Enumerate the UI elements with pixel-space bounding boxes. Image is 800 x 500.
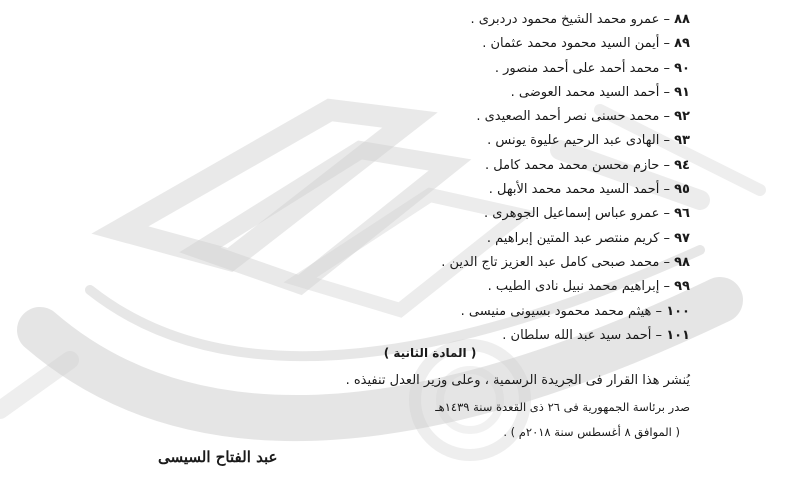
names-list <box>441 8 690 348</box>
item-dash: – <box>655 327 663 343</box>
item-name: إبراهيم محمد نبيل نادى الطيب . <box>487 279 660 295</box>
list-item <box>441 227 690 251</box>
item-dash: – <box>663 12 670 27</box>
item-name: محمد أحمد على أحمد منصور . <box>494 60 660 76</box>
publication-paragraph: يُنشر هذا القرار فى الجريدة الرسمية ، وعلى وزير العدل تنفيذه . <box>345 373 690 388</box>
item-number: ١٠١ <box>666 327 690 343</box>
item-dash: – <box>663 157 670 173</box>
list-item <box>441 202 690 226</box>
list-item <box>441 8 690 32</box>
item-number: ٩٧ <box>674 230 690 246</box>
list-item <box>441 81 690 105</box>
list-item <box>441 57 690 81</box>
list-item <box>441 251 690 275</box>
item-dash: – <box>655 303 663 319</box>
list-item <box>441 32 690 56</box>
item-number: ٩٣ <box>674 133 690 149</box>
item-dash: – <box>663 36 670 52</box>
item-number: ٩٤ <box>674 157 690 173</box>
list-item <box>441 300 690 324</box>
list-item <box>441 178 690 202</box>
list-item <box>441 129 690 153</box>
item-name: حازم محسن محمد محمد كامل . <box>485 157 660 173</box>
list-item <box>441 105 690 129</box>
item-number: ٩٠ <box>674 60 690 76</box>
item-dash: – <box>663 254 670 270</box>
item-name: أيمن السيد محمود محمد عثمان . <box>482 36 660 52</box>
item-dash: – <box>663 230 670 246</box>
item-name: عمرو محمد الشيخ محمود دردبرى . <box>470 12 660 27</box>
item-number: ١٠٠ <box>666 303 690 319</box>
item-name: أحمد سيد عبد الله سلطان . <box>502 327 652 343</box>
item-dash: – <box>663 84 670 100</box>
item-dash: – <box>663 133 670 149</box>
article-heading: ( المادة الثانية ) <box>383 346 477 360</box>
item-dash: – <box>663 206 670 222</box>
item-number: ٩٦ <box>674 206 690 222</box>
item-dash: – <box>663 109 670 125</box>
item-name: الهادى عبد الرحيم عليوة يونس . <box>487 133 660 149</box>
list-item <box>441 324 690 348</box>
item-name: أحمد السيد محمد محمد الأبهل . <box>488 182 660 198</box>
list-item <box>441 275 690 299</box>
item-number: ٩٨ <box>674 254 690 270</box>
issuance-date-hijri: صدر برئاسة الجمهورية فى ٢٦ ذى القعدة سنة ١٤٣٩هـ <box>435 400 690 414</box>
item-number: ٨٨ <box>674 12 690 27</box>
item-name: هيثم محمد محمود بسيونى منيسى . <box>460 303 652 319</box>
item-name: كريم منتصر عبد المتين إبراهيم . <box>486 230 660 246</box>
item-dash: – <box>663 279 670 295</box>
item-number: ٩٩ <box>674 279 690 295</box>
item-name: محمد صبحى كامل عبد العزيز تاج الدين . <box>441 254 660 270</box>
item-number: ٩٥ <box>674 182 690 198</box>
issuance-date-gregorian: ( الموافق ٨ أغسطس سنة ٢٠١٨م ) . <box>503 425 680 439</box>
item-number: ٩٢ <box>674 109 690 125</box>
president-signature: عبد الفتاح السيسى <box>158 448 278 466</box>
item-name: محمد حسنى نصر أحمد الصعيدى . <box>476 109 660 125</box>
item-number: ٨٩ <box>674 36 690 52</box>
item-number: ٩١ <box>674 84 690 100</box>
item-name: أحمد السيد محمد العوضى . <box>510 84 660 100</box>
item-dash: – <box>663 182 670 198</box>
item-name: عمرو عباس إسماعيل الجوهرى . <box>484 206 660 222</box>
list-item <box>441 154 690 178</box>
item-dash: – <box>663 60 670 76</box>
